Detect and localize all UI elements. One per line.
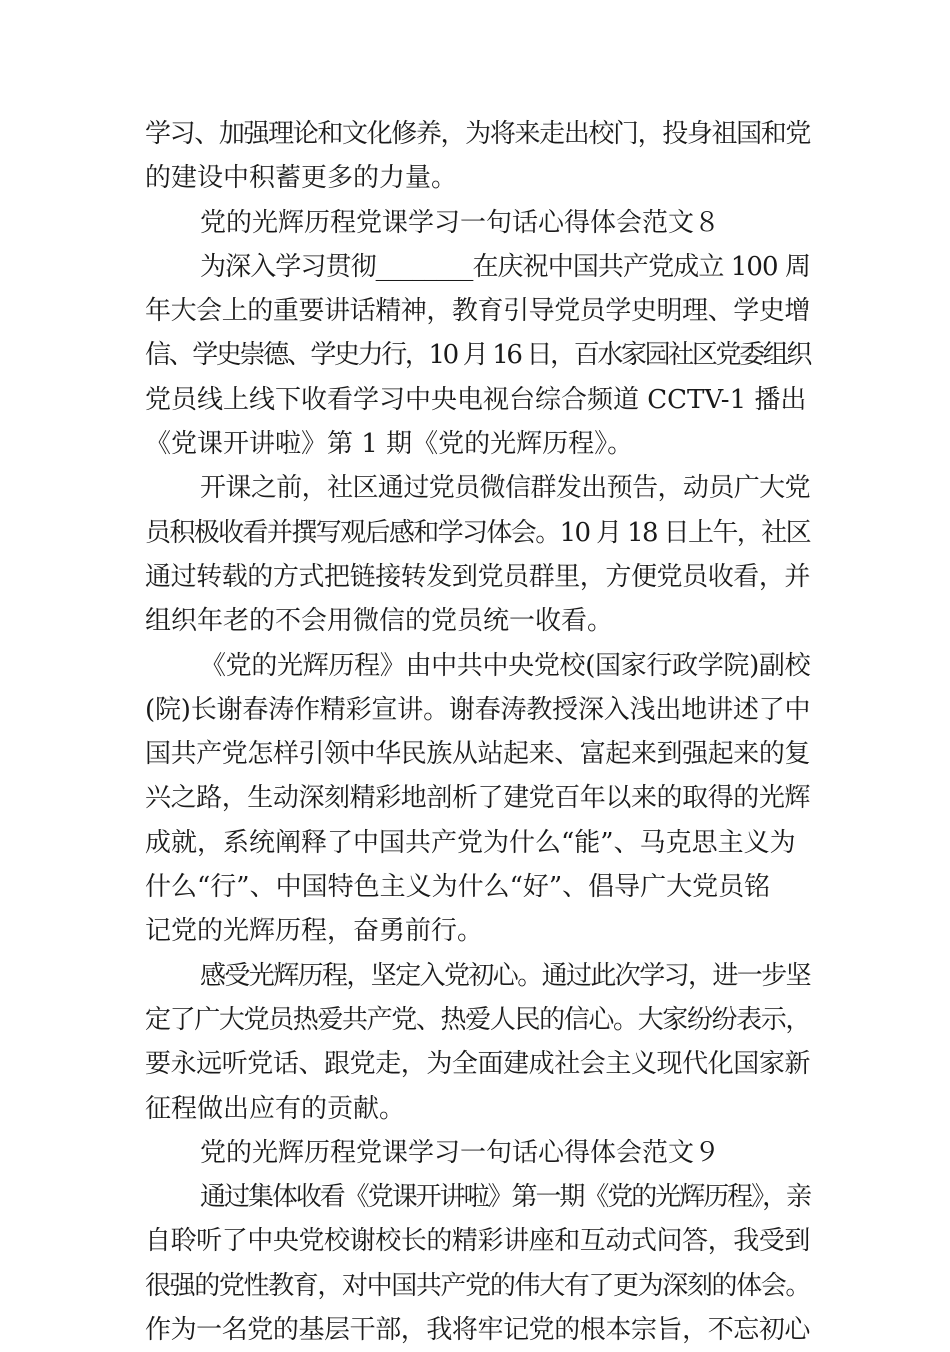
text-line: 感受光辉历程，坚定入党初心。通过此次学习，进一步坚 <box>200 960 811 991</box>
text-line: 征程做出应有的贡献。 <box>145 1093 406 1124</box>
text-line: 为深入学习贯彻________在庆祝中国共产党成立 100 周 <box>200 251 811 282</box>
text-line: 员积极收看并撰写观后感和学习体会。10 月 18 日上午，社区 <box>145 517 810 548</box>
text-line: 要永远听党话、跟党走，为全面建成社会主义现代化国家新 <box>145 1049 811 1080</box>
text-line: 作为一名党的基层干部，我将牢记党的根本宗旨，不忘初心 <box>145 1315 811 1346</box>
text-line: (院)长谢春涛作精彩宣讲。谢春涛教授深入浅出地讲述了中 <box>145 694 811 725</box>
text-line: 通过转载的方式把链接转发到党员群里，方便党员收看，并 <box>145 561 811 592</box>
text-line: 自聆听了中央党校谢校长的精彩讲座和互动式问答，我受到 <box>145 1226 811 1257</box>
text-line: 《党课开讲啦》第 1 期《党的光辉历程》。 <box>145 429 634 460</box>
text-line: 定了广大党员热爱共产党、热爱人民的信心。大家纷纷表示， <box>145 1004 811 1035</box>
text-line: 很强的党性教育，对中国共产党的伟大有了更为深刻的体会。 <box>145 1270 811 1301</box>
text-line: 什么“行”、中国特色主义为什么“好”、倡导广大党员铭 <box>145 872 771 903</box>
text-line: 记党的光辉历程，奋勇前行。 <box>145 916 484 947</box>
text-line: 通过集体收看《党课开讲啦》第一期《党的光辉历程》，亲 <box>200 1182 811 1213</box>
text-line: 党的光辉历程党课学习一句话心得体会范文９ <box>200 1137 721 1168</box>
text-line: 年大会上的重要讲话精神，教育引导党员学史明理、学史增 <box>145 296 811 327</box>
text-line: 《党的光辉历程》由中共中央党校(国家行政学院)副校 <box>200 650 811 681</box>
text-line: 开课之前，社区通过党员微信群发出预告，动员广大党 <box>200 473 811 504</box>
text-line: 信、学史崇德、学史力行，10 月 16 日，百水家园社区党委组织 <box>145 340 810 371</box>
text-line: 党的光辉历程党课学习一句话心得体会范文８ <box>200 207 721 238</box>
text-line: 成就，系统阐释了中国共产党为什么“能”、马克思主义为 <box>145 827 796 858</box>
text-line: 党员线上线下收看学习中央电视台综合频道 CCTV-1 播出 <box>145 384 807 415</box>
text-line: 兴之路，生动深刻精彩地剖析了建党百年以来的取得的光辉 <box>145 783 811 814</box>
text-line: 组织年老的不会用微信的党员统一收看。 <box>145 606 614 637</box>
text-line: 的建设中积蓄更多的力量。 <box>145 163 458 194</box>
text-line: 学习、加强理论和文化修养，为将来走出校门，投身祖国和党 <box>145 119 811 149</box>
document-page <box>145 112 810 1352</box>
text-line: 国共产党怎样引领中华民族从站起来、富起来到强起来的复 <box>145 739 811 770</box>
